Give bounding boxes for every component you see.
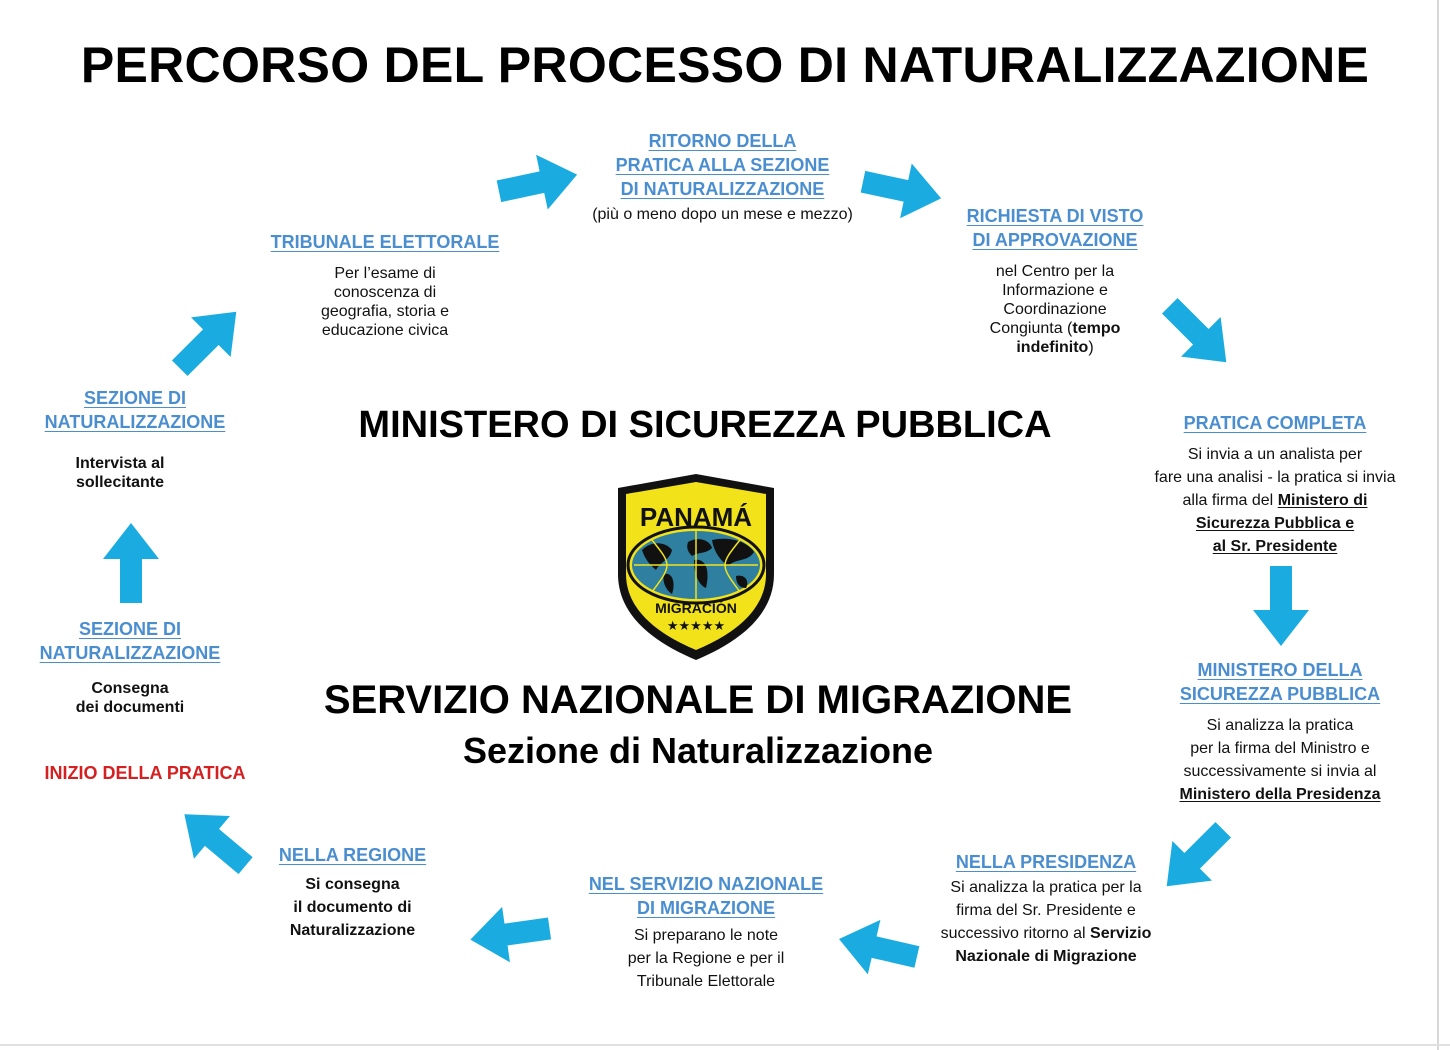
desc-bold-text: Ministero di (1277, 492, 1368, 509)
step-title (20, 617, 240, 665)
step-title (250, 230, 520, 254)
desc-text: ) (1088, 339, 1094, 356)
step-desc-line: Sicurezza Pubblica e (1195, 515, 1355, 532)
step-desc-line: Ministero della Presidenza (1179, 786, 1381, 803)
step-completa (1115, 411, 1435, 558)
step-desc-line (1115, 489, 1435, 512)
arrow-left-icon (833, 912, 924, 985)
step-desc-line: conoscenza di (333, 284, 437, 301)
step-title-line: SEZIONE DI (78, 619, 181, 639)
step-desc-line: educazione civica (321, 322, 449, 339)
step-title-line: MINISTERO DELLA (1197, 660, 1363, 680)
step-title-line: TRIBUNALE ELETTORALE (270, 232, 500, 252)
step-servizio (570, 872, 842, 993)
step-desc-line: Coordinazione (1003, 301, 1107, 318)
step-title-line: DI NATURALIZZAZIONE (620, 179, 825, 199)
step-title-line: RICHIESTA DI VISTO (966, 206, 1144, 226)
step-desc-line: per la firma del Ministro e (1190, 740, 1370, 757)
arrow-up-icon (103, 523, 159, 603)
step-title (945, 204, 1165, 252)
section-subheading: Sezione di Naturalizzazione (462, 730, 934, 771)
step-desc-line: nel Centro per la (995, 263, 1115, 280)
step-title-line: NATURALIZZAZIONE (39, 643, 221, 663)
page-title: PERCORSO DEL PROCESSO DI NATURALIZZAZIONE (80, 37, 1370, 93)
step-title-line: PRATICA ALLA SEZIONE (615, 155, 830, 175)
step-tribunale (250, 230, 520, 340)
step-desc-line: Si preparano le note (633, 927, 779, 944)
desc-bold-text: indefinito (1016, 339, 1089, 356)
step-desc-line: Si analizza la pratica per la (950, 879, 1142, 896)
step-desc-line: al Sr. Presidente (1212, 538, 1338, 555)
step-desc-line: Tribunale Elettorale (636, 973, 776, 990)
step-desc-line (945, 319, 1165, 338)
migration-logo (612, 470, 780, 664)
step-presidenza (915, 850, 1177, 968)
desc-bold-text: tempo (1072, 320, 1121, 337)
shield-icon (612, 470, 780, 664)
logo-stars: ★★★★★ (666, 619, 726, 634)
step-title-line: SICUREZZA PUBBLICA (1179, 684, 1381, 704)
step-desc-line: il documento di (293, 899, 412, 916)
service-heading: SERVIZIO NAZIONALE DI MIGRAZIONE (323, 678, 1073, 722)
step-desc-line (945, 338, 1165, 357)
step-desc-line: Si analizza la pratica (1206, 717, 1354, 734)
step-description (1115, 443, 1435, 558)
ministry-heading: MINISTERO DI SICUREZZA PUBBLICA (358, 404, 1052, 446)
globe-icon (628, 527, 764, 603)
step-desc-line: per la Regione e per il (627, 950, 785, 967)
desc-text: Congiunta ( (989, 320, 1073, 337)
desc-text: alla firma del (1182, 492, 1278, 509)
step-title (915, 850, 1177, 874)
step-desc-line: Per l’esame di (334, 265, 436, 282)
step-title-line: NELLA PRESIDENZA (955, 852, 1137, 872)
step-title (565, 129, 880, 201)
step-desc-line: Si invia a un analista per (1187, 446, 1363, 463)
step-description (915, 876, 1177, 968)
step-desc-line: sollecitante (75, 474, 165, 491)
step-title-line: DI MIGRAZIONE (637, 898, 775, 918)
step-title-line: NATURALIZZAZIONE (44, 412, 226, 432)
step-desc-line: Si consegna (305, 876, 400, 893)
step-desc-line: (più o meno dopo un mese e mezzo) (592, 206, 853, 223)
step-regione (250, 843, 455, 942)
step-description (250, 264, 520, 340)
start-label: INIZIO DELLA PRATICA (44, 763, 246, 783)
step-title-line: DI APPROVAZIONE (972, 230, 1138, 250)
step-desc-line: fare una analisi - la pratica si invia (1154, 469, 1396, 486)
arrow-up-right-icon (160, 292, 256, 388)
step-title-line: PRATICA COMPLETA (1183, 413, 1367, 433)
step-title (250, 843, 455, 867)
page-edge-line (1437, 0, 1439, 1050)
step-title-line: RITORNO DELLA (648, 131, 797, 151)
step-title-line: NELLA REGIONE (278, 845, 427, 865)
step-desc-line: dei documenti (75, 699, 185, 716)
arrow-down-icon (1253, 566, 1309, 646)
step-desc-line: Intervista al (75, 455, 165, 472)
desc-text: successivo ritorno al (940, 925, 1091, 942)
step-ministero (1145, 658, 1415, 806)
step-desc-line (915, 922, 1177, 945)
step-description (565, 205, 880, 224)
step-description (1145, 714, 1415, 806)
step-title-line: NEL SERVIZIO NAZIONALE (588, 874, 824, 894)
step-description (20, 679, 240, 717)
step-title (570, 872, 842, 920)
step-desc-line: Consegna (91, 680, 169, 697)
step-description (570, 924, 842, 993)
step-title (1115, 411, 1435, 435)
step-description (945, 262, 1165, 357)
step-description (0, 454, 245, 492)
desc-bold-text: Servizio (1090, 925, 1152, 942)
step-title (1145, 658, 1415, 706)
step-desc-line: firma del Sr. Presidente e (956, 902, 1136, 919)
step-intervista (25, 386, 245, 492)
step-desc-line: Nazionale di Migrazione (955, 948, 1137, 965)
step-desc-line: geografia, storia e (320, 303, 450, 320)
logo-bottom-text: MIGRACIÓN (655, 600, 737, 616)
logo-top-text: PANAMÁ (639, 502, 753, 532)
page-bottom-line (0, 1044, 1450, 1046)
step-title (25, 386, 245, 434)
step-consegna (20, 617, 240, 717)
step-desc-line: Naturalizzazione (289, 922, 416, 939)
step-desc-line: successivamente si invia al (1183, 763, 1377, 780)
arrow-left-icon (466, 901, 553, 968)
step-ritorno (565, 129, 880, 224)
step-title-line: SEZIONE DI (83, 388, 186, 408)
step-visto (945, 204, 1165, 357)
step-description (250, 873, 455, 942)
step-desc-line: Informazione e (1002, 282, 1108, 299)
